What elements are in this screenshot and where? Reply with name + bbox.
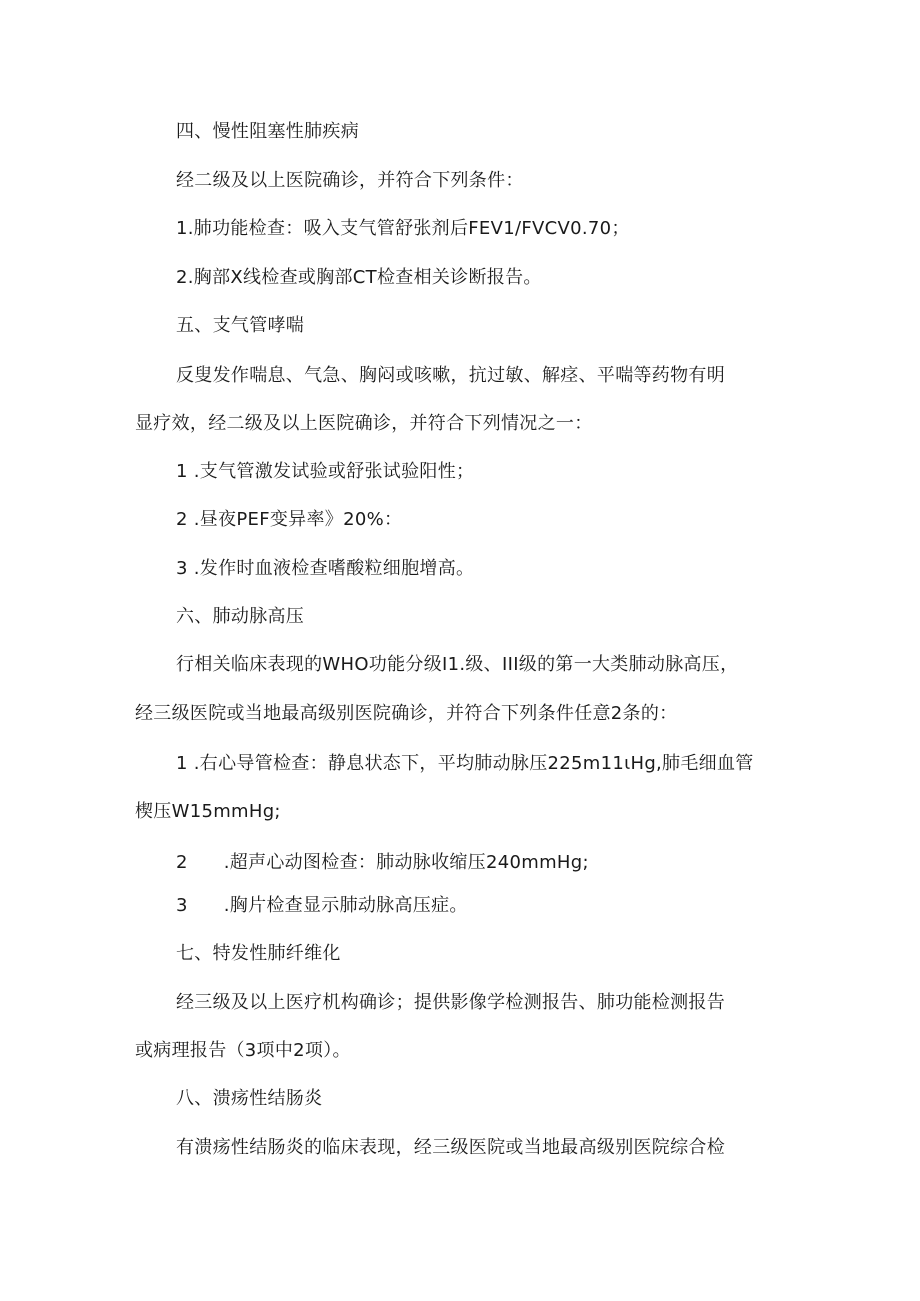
list-item: 3 .发作时血液检查嗜酸粒细胞增高。 (176, 558, 475, 579)
paragraph-line: 楔压W15mmHg; (135, 801, 281, 822)
paragraph-line: 经三级医院或当地最高级别医院确诊，并符合下列条件任意2条的： (135, 703, 678, 724)
list-item: 2.胸部X线检查或胸部CT检查相关诊断报告。 (176, 267, 542, 288)
section-heading-idiopathic-pulmonary-fibrosis: 七、特发性肺纤维化 (176, 943, 341, 964)
paragraph-line: 反叟发作喘息、气急、胸闷或咳嗽，抗过敏、解痉、平喘等药物有明 (176, 365, 725, 386)
list-item: 1 .支气管激发试验或舒张试验阳性； (176, 461, 475, 482)
section-heading-copd: 四、慢性阻塞性肺疾病 (176, 121, 359, 142)
section-heading-ulcerative-colitis: 八、溃疡性结肠炎 (176, 1088, 323, 1109)
list-text: .超声心动图检查：肺动脉收缩压240mmHg; (223, 852, 589, 873)
section-heading-pulmonary-hypertension: 六、肺动脉高压 (176, 606, 305, 627)
paragraph-line: 有溃疡性结肠炎的临床表现，经三级医院或当地最高级别医院综合检 (176, 1137, 725, 1158)
paragraph-line: 经三级及以上医疗机构确诊；提供影像学检测报告、肺功能检测报告 (176, 992, 725, 1013)
list-item (176, 894, 468, 918)
list-item: 1 .右心导管检查：静息状态下，平均肺动脉压225m11ιHg,肺毛细血管 (176, 753, 754, 774)
paragraph-line: 行相关临床表现的WHO功能分级I1.级、III级的第一大类肺动脉高压， (176, 654, 739, 675)
list-item: 2 .昼夜PEF变异率》20%： (176, 509, 403, 530)
list-number: 2 (176, 852, 188, 873)
list-text: .胸片检查显示肺动脉高压症。 (223, 895, 468, 916)
list-item: 1.肺功能检查：吸入支气管舒张剂后FEV1/FVCV0.70； (176, 218, 630, 239)
paragraph-line: 经二级及以上医院确诊，并符合下列条件： (176, 170, 524, 191)
paragraph-line: 显疗效，经二级及以上医院确诊，并符合下列情况之一： (135, 413, 593, 434)
paragraph-line: 或病理报告（3项中2项）。 (135, 1040, 351, 1061)
list-number: 3 (176, 895, 188, 916)
section-heading-asthma: 五、支气管哮喘 (176, 315, 305, 336)
list-item (176, 851, 589, 875)
